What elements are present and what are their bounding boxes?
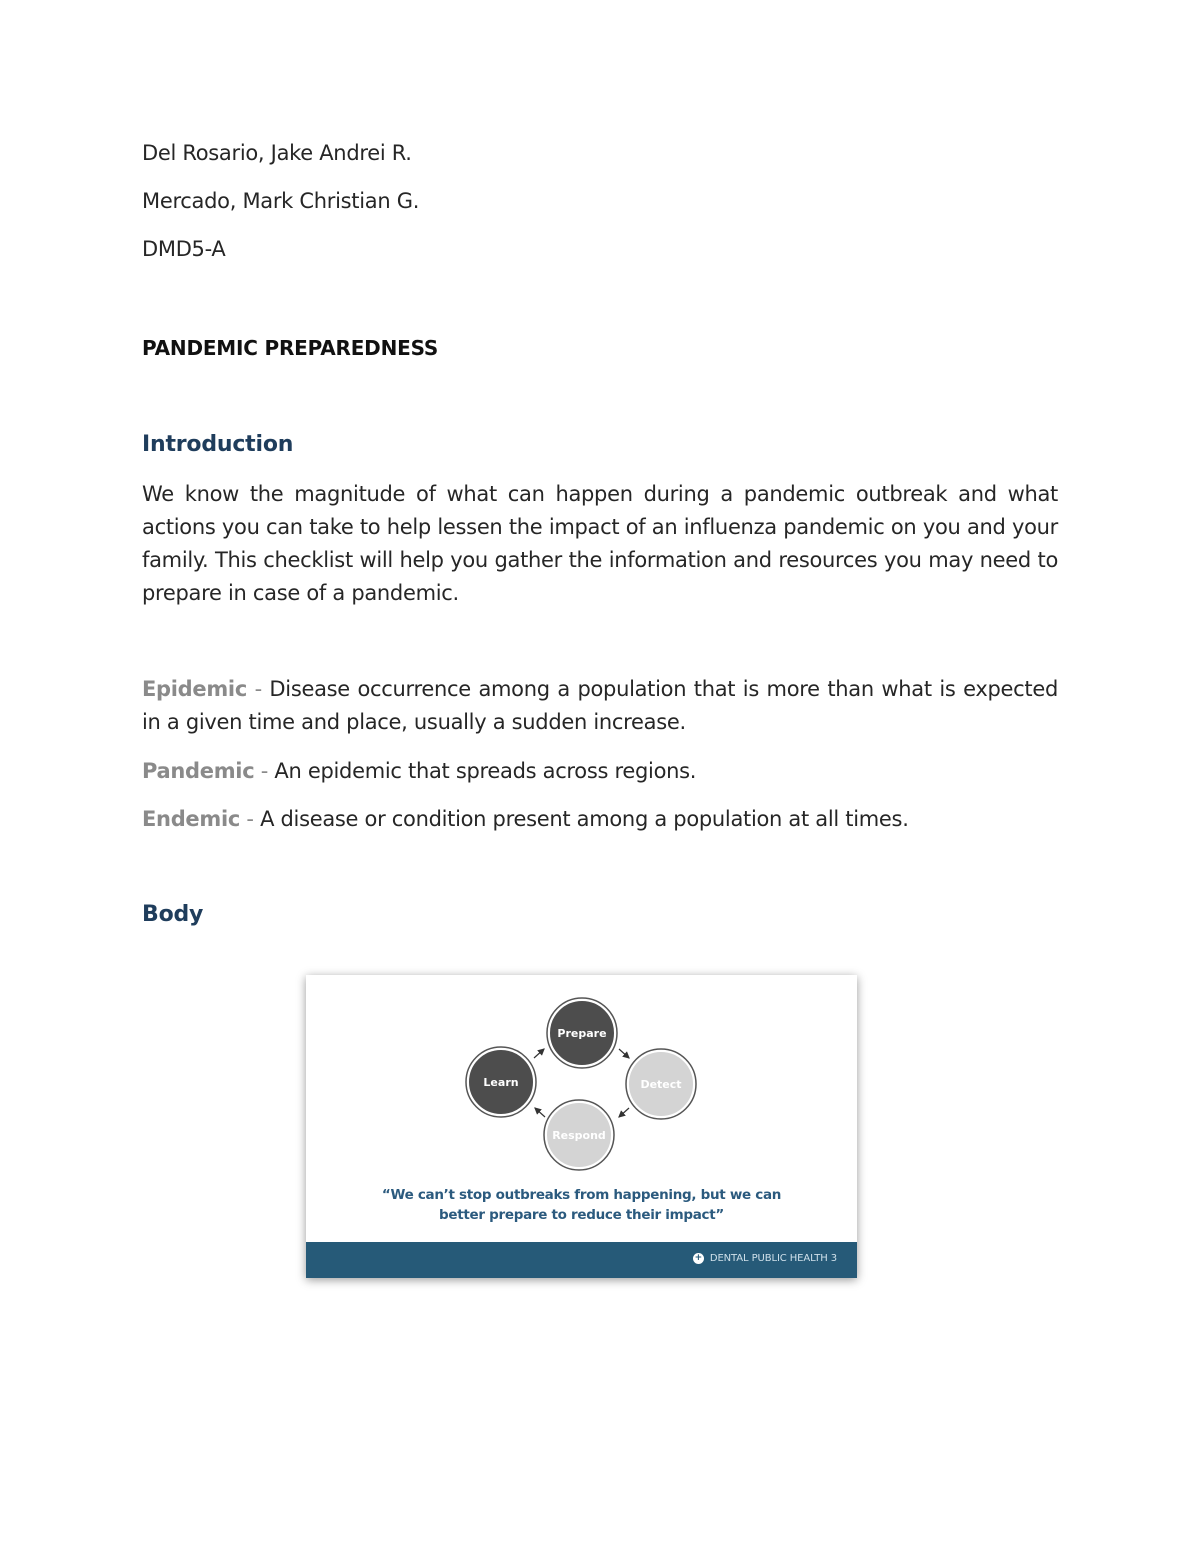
definition-text: An epidemic that spreads across regions. xyxy=(274,759,697,783)
definition-pandemic xyxy=(142,755,1058,788)
introduction-paragraph: We know the magnitude of what can happen during a pandemic outbreak and what actions you can take to help lessen the impact of an influenza pandemic on you and your family. This checklist will help you gather the information and resources you may need to prepare in case of a pandemic. xyxy=(142,482,1058,605)
preparedness-slide-image xyxy=(306,975,857,1278)
definition-separator: - xyxy=(254,677,262,701)
cycle-arrow xyxy=(619,1108,629,1117)
cycle-arrow xyxy=(534,1049,544,1058)
definition-epidemic xyxy=(142,673,1058,739)
cycle-label-respond: Respond xyxy=(552,1129,606,1142)
section-label: DMD5-A xyxy=(142,237,226,261)
body-heading: Body xyxy=(142,902,204,927)
definition-separator: - xyxy=(246,807,254,831)
definition-text: Disease occurrence among a population that is more than what is expected in a given time and place, usually a sudden increase. xyxy=(142,677,1058,734)
plus-circle-icon: + xyxy=(694,1253,703,1263)
slide-quote: “We can’t stop outbreaks from happening, but we can better prepare to reduce their impact” xyxy=(381,1187,782,1223)
definition-text: A disease or condition present among a population at all times. xyxy=(260,807,909,831)
definition-term: Endemic xyxy=(142,807,240,831)
introduction-heading: Introduction xyxy=(142,432,294,457)
definition-separator: - xyxy=(260,759,269,783)
definition-term: Pandemic xyxy=(142,759,255,783)
author-name-2: Mercado, Mark Christian G. xyxy=(142,189,420,213)
cycle-label-learn: Learn xyxy=(483,1076,519,1089)
cycle-label-detect: Detect xyxy=(640,1078,682,1091)
footer-brand xyxy=(693,1253,837,1264)
definition-term: Epidemic xyxy=(142,677,247,701)
slide-footer-bar xyxy=(306,1242,857,1278)
cycle-label-prepare: Prepare xyxy=(557,1027,607,1040)
document-title: PANDEMIC PREPAREDNESS xyxy=(142,336,439,360)
cycle-arrow xyxy=(619,1049,629,1058)
definition-endemic xyxy=(142,803,1058,836)
footer-brand-text: DENTAL PUBLIC HEALTH 3 xyxy=(709,1253,837,1264)
cycle-arrow xyxy=(535,1108,545,1117)
author-name-1: Del Rosario, Jake Andrei R. xyxy=(142,141,412,165)
